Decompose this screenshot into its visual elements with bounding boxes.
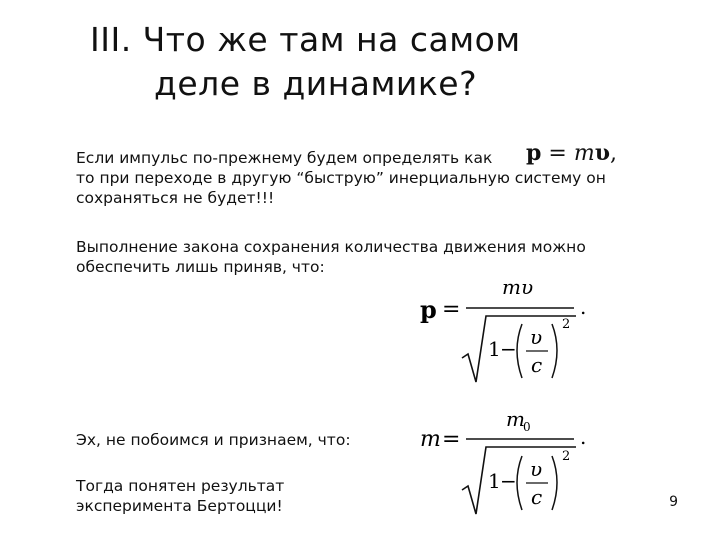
formula-relativistic-momentum	[418, 272, 618, 390]
formula-symbol: υ	[530, 325, 543, 349]
paragraph-bertozzi	[76, 476, 376, 516]
formula-symbol: =	[548, 141, 567, 166]
formula-symbol: mυ	[502, 275, 534, 299]
formula-symbol: c	[531, 353, 543, 377]
formula-symbol: =	[442, 297, 461, 322]
paragraph-line: сохраняться не будет!!!	[76, 189, 275, 207]
right-paren	[552, 324, 557, 378]
formula-symbol: −	[500, 469, 517, 493]
formula-symbol: 1	[488, 337, 501, 361]
paragraph-line: Тогда понятен результат	[76, 477, 285, 495]
title-line-2: деле в динамике?	[154, 64, 478, 103]
left-paren	[517, 324, 522, 378]
formula-symbol: .	[580, 425, 587, 449]
formula-symbol: 0	[523, 420, 531, 434]
formula-symbol: p	[420, 295, 437, 324]
formula-relativistic-mass	[418, 406, 618, 524]
formula-symbol: υ	[530, 457, 543, 481]
formula-symbol: υ	[594, 140, 610, 166]
paragraph-line: Эх, не побоимся и признаем, что:	[76, 431, 351, 449]
formula-symbol: .	[580, 295, 587, 319]
formula-symbol: 1	[488, 469, 501, 493]
paragraph-conservation	[76, 237, 636, 277]
formula-symbol: ,	[609, 141, 617, 166]
formula-symbol: =	[442, 427, 461, 452]
paragraph-line: Выполнение закона сохранения количества движения можно	[76, 238, 586, 256]
title-line-1: III. Что же там на самом	[90, 20, 521, 59]
left-paren	[517, 456, 522, 510]
formula-symbol: m	[420, 427, 441, 452]
formula-symbol: c	[531, 485, 543, 509]
paragraph-line: обеспечить лишь приняв, что:	[76, 258, 325, 276]
formula-symbol: 2	[562, 449, 571, 464]
formula-symbol: −	[500, 337, 517, 361]
formula-symbol: 2	[562, 317, 571, 332]
sqrt-sign	[462, 447, 576, 514]
formula-symbol: m	[573, 141, 595, 166]
formula-symbol: m	[506, 407, 525, 431]
sqrt-sign	[462, 316, 576, 382]
slide-title	[90, 18, 650, 106]
paragraph-line: Если импульс по-прежнему будем определять как	[76, 149, 493, 167]
paragraph-admit	[76, 430, 351, 450]
right-paren	[552, 456, 557, 510]
paragraph-line: эксперимента Бертоцци!	[76, 497, 283, 515]
paragraph-line: то при переходе в другую “быструю” инерциальную систему он	[76, 169, 606, 187]
page-number: 9	[669, 494, 678, 510]
formula-symbol: p	[526, 140, 542, 166]
formula-momentum-classical	[526, 140, 617, 166]
